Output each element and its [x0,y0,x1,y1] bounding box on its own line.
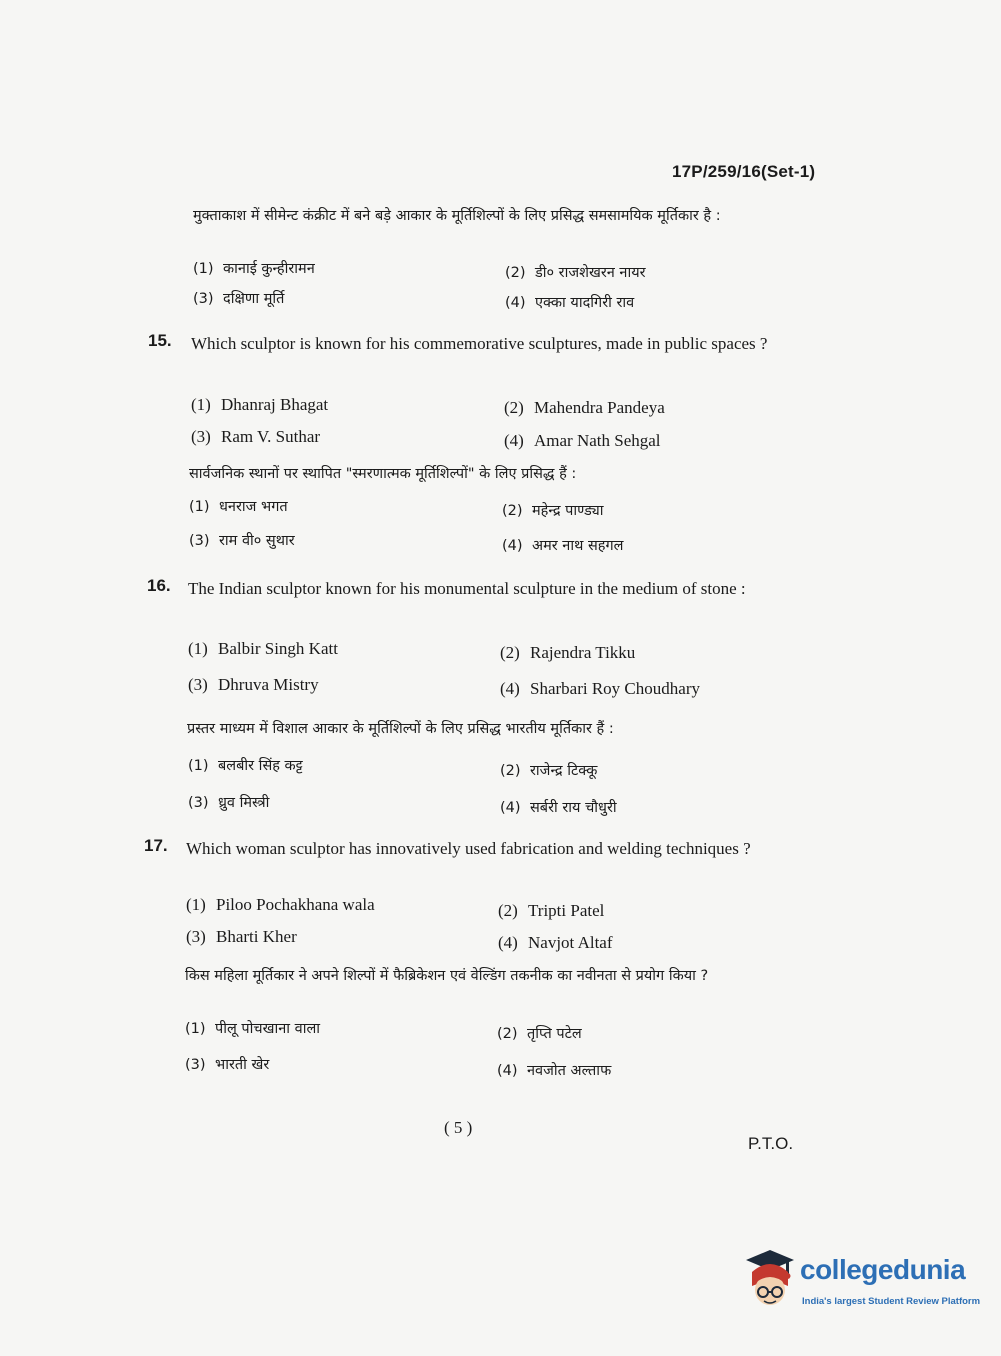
q17-option-4: (4) Navjot Altaf [498,933,613,952]
q15-stem-hindi: सार्वजनिक स्थानों पर स्थापित "स्मरणात्मक मूर्तिशिल्पों" के लिए प्रसिद्ध हैं : [189,466,577,482]
pto-label: P.T.O. [748,1134,794,1153]
q17-option-2-hindi: (2) तृप्ति पटेल [497,1026,582,1042]
q16-option-4-hindi: (4) सर्बरी राय चौधुरी [500,800,617,816]
q14-option-4-hindi: (4) एक्का यादगिरी राव [505,295,635,311]
q16-option-4: (4) Sharbari Roy Choudhary [500,679,700,698]
q17-number: 17. [144,836,168,855]
paper-code: 17P/259/16(Set-1) [672,162,816,181]
q15-number: 15. [148,331,172,350]
q16-option-3-hindi: (3) ध्रुव मिस्त्री [188,795,270,811]
collegedunia-logo [742,1246,981,1316]
q15-option-1: (1) Dhanraj Bhagat [191,395,329,414]
q17-stem: Which woman sculptor has innovatively used fabrication and welding techniques ? [186,839,751,858]
brand-name: collegedunia [800,1254,966,1285]
q16-number: 16. [147,576,171,595]
q16-option-1-hindi: (1) बलबीर सिंह कट्ट [188,758,303,774]
q14-option-2-hindi: (2) डी० राजशेखरन नायर [505,265,646,281]
q16-option-2-hindi: (2) राजेन्द्र टिक्कू [500,763,598,779]
q17-option-3: (3) Bharti Kher [186,927,297,946]
q16-option-2: (2) Rajendra Tikku [500,643,636,662]
q15-option-1-hindi: (1) धनराज भगत [189,499,288,515]
q15-option-3-hindi: (3) राम वी० सुथार [189,533,295,549]
q17-option-1-hindi: (1) पीलू पोचखाना वाला [185,1021,321,1037]
q16-option-1: (1) Balbir Singh Katt [188,639,338,658]
q17-option-1: (1) Piloo Pochakhana wala [186,895,375,914]
graduate-mascot-icon [742,1246,798,1310]
brand-tagline: India's largest Student Review Platform [802,1296,981,1307]
q15-option-4: (4) Amar Nath Sehgal [504,431,661,450]
q16-stem: The Indian sculptor known for his monumental sculpture in the medium of stone : [188,579,746,598]
q14-stem-hindi: मुक्ताकाश में सीमेन्ट कंक्रीट में बने बड़े आकार के मूर्तिशिल्पों के लिए प्रसिद्ध समसामयिक मूर्तिकार है : [193,208,721,224]
q16-stem-hindi: प्रस्तर माध्यम में विशाल आकार के मूर्तिशिल्पों के लिए प्रसिद्ध भारतीय मूर्तिकार हैं : [187,721,614,737]
q15-option-2-hindi: (2) महेन्द्र पाण्ड्या [502,503,604,519]
q17-option-2: (2) Tripti Patel [498,901,605,920]
q16-option-3: (3) Dhruva Mistry [188,675,319,694]
q14-option-1-hindi: (1) कानाई कुन्हीरामन [193,261,315,277]
page-number: ( 5 ) [444,1118,473,1137]
q17-stem-hindi: किस महिला मूर्तिकार ने अपने शिल्पों में फैब्रिकेशन एवं वेल्डिंग तकनीक का नवीनता से प्रयोग किया ? [185,968,709,984]
q14-option-3-hindi: (3) दक्षिणा मूर्ति [193,291,285,307]
q15-option-4-hindi: (4) अमर नाथ सहगल [502,538,624,554]
q15-option-3: (3) Ram V. Suthar [191,427,321,446]
q17-option-4-hindi: (4) नवजोत अल्ताफ [497,1063,612,1079]
q15-option-2: (2) Mahendra Pandeya [504,398,665,417]
q15-stem: Which sculptor is known for his commemorative sculptures, made in public spaces ? [191,334,768,353]
q17-option-3-hindi: (3) भारती खेर [185,1057,270,1073]
